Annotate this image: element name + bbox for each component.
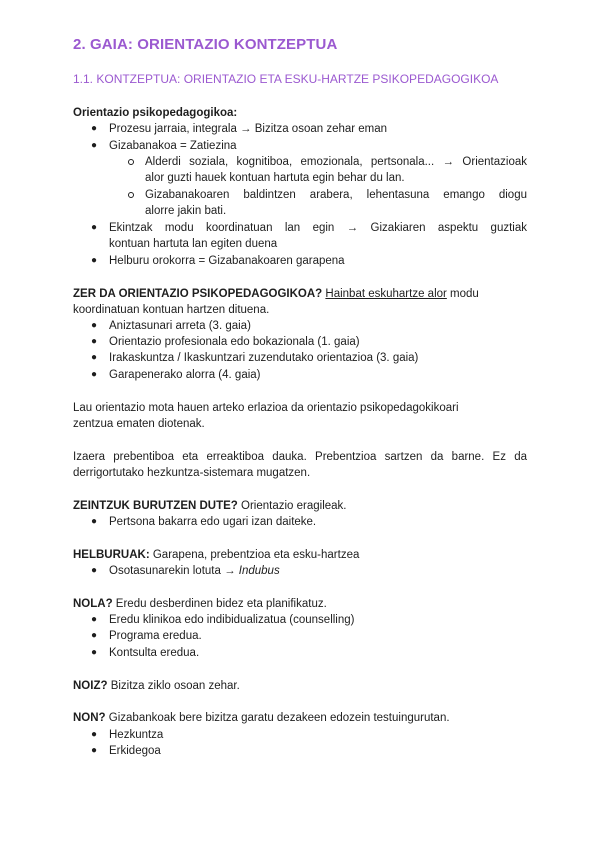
sub-list-item-line: Alderdi soziala, kognitiboa, emozionala, pertsonala... → Orientazioak <box>145 156 527 168</box>
where-label: NON? <box>73 712 106 724</box>
sub-list-item-line: alorre jakin bati. <box>145 205 227 217</box>
bullet-icon: ● <box>91 614 98 625</box>
goals-item-italic: Indubus <box>238 565 280 577</box>
list-item: Helburu orokorra = Gizabanakoaren garapena <box>109 255 345 267</box>
paragraph-line: zentzua ematen diotenak. <box>73 418 205 430</box>
goals-label: HELBURUAK: <box>73 549 150 561</box>
bullet-icon: ● <box>91 140 98 151</box>
bullet-icon: ● <box>91 630 98 641</box>
bullet-icon: ● <box>91 255 98 266</box>
list-item: Erkidegoa <box>109 745 161 757</box>
when-line <box>73 678 240 695</box>
paragraph-line: Izaera prebentiboa eta erreaktiboa dauka. Prebentzioa sartzen da barne. Ez da <box>73 451 527 463</box>
bullet-icon: ● <box>91 320 98 331</box>
definition-line-2: koordinatuan kontuan hartzen dituena. <box>73 304 270 316</box>
list-item <box>109 563 280 580</box>
how-text: Eredu desberdinen bidez eta planifikatuz. <box>112 598 327 610</box>
how-line <box>73 596 327 613</box>
who-label: ZEINTZUK BURUTZEN DUTE? <box>73 500 238 512</box>
list-item: Aniztasunari arreta (3. gaia) <box>109 320 251 332</box>
orientation-title: Orientazio psikopedagogikoa: <box>73 107 238 119</box>
bullet-icon: ● <box>91 123 98 134</box>
bullet-icon: ● <box>91 565 98 576</box>
list-item: Irakaskuntza / Ikaskuntzari zuzendutako orientazioa (3. gaia) <box>109 352 419 364</box>
underlined-phrase: Hainbat eskuhartze alor <box>325 288 447 300</box>
where-text: Gizabankoak bere bizitza garatu dezakeen edozein testuingurutan. <box>105 712 450 724</box>
list-item: Pertsona bakarra edo ugari izan daiteke. <box>109 516 317 528</box>
section-subtitle: 1.1. KONTZEPTUA: ORIENTAZIO ETA ESKU-HARTZE PSIKOPEDAGOGIKOA <box>73 72 499 86</box>
list-item-line: Ekintzak modu koordinatuan lan egin → Gizakiaren aspektu guztiak <box>109 222 527 234</box>
bullet-icon: ● <box>91 647 98 658</box>
list-item: Eredu klinikoa edo indibidualizatua (counselling) <box>109 614 355 626</box>
list-item: Prozesu jarraia, integrala → Bizitza osoan zehar eman <box>109 123 388 135</box>
where-line <box>73 710 450 727</box>
definition-question: ZER DA ORIENTAZIO PSIKOPEDAGOGIKOA? <box>73 288 323 300</box>
sub-bullet-icon <box>128 192 134 198</box>
list-item-line: kontuan hartuta lan egiten duena <box>109 238 278 250</box>
list-item: Hezkuntza <box>109 729 164 741</box>
when-label: NOIZ? <box>73 680 108 692</box>
bullet-icon: ● <box>91 369 98 380</box>
list-item: Orientazio profesionala edo bokazionala (1. gaia) <box>109 336 360 348</box>
goals-item-text: Osotasunarekin lotuta → <box>109 565 239 577</box>
list-item: Garapenerako alorra (4. gaia) <box>109 369 261 381</box>
when-text: Bizitza ziklo osoan zehar. <box>107 680 240 692</box>
bullet-icon: ● <box>91 352 98 363</box>
definition-rest: modu <box>446 288 479 300</box>
paragraph-line: derrigortutako hezkuntza-sistemara mugatzen. <box>73 467 311 479</box>
list-item: Programa eredua. <box>109 630 202 642</box>
bullet-icon: ● <box>91 745 98 756</box>
who-line <box>73 498 347 515</box>
goals-text: Garapena, prebentzioa eta esku-hartzea <box>149 549 360 561</box>
sub-list-item-line: alor guzti hauek kontuan hartuta egin behar du lan. <box>145 172 405 184</box>
list-item: Kontsulta eredua. <box>109 647 200 659</box>
sub-bullet-icon <box>128 159 134 165</box>
list-item: Gizabanakoa = Zatiezina <box>109 140 237 152</box>
bullet-icon: ● <box>91 336 98 347</box>
bullet-icon: ● <box>91 729 98 740</box>
bullet-icon: ● <box>91 516 98 527</box>
goals-line <box>73 547 359 564</box>
paragraph-line: Lau orientazio mota hauen arteko erlazioa da orientazio psikopedagokikoari <box>73 402 459 414</box>
who-text: Orientazio eragileak. <box>237 500 347 512</box>
how-label: NOLA? <box>73 598 113 610</box>
page-title: 2. GAIA: ORIENTAZIO KONTZEPTUA <box>73 36 338 53</box>
bullet-icon: ● <box>91 222 98 233</box>
sub-list-item-line: Gizabanakoaren baldintzen arabera, lehentasuna emango diogu <box>145 189 527 201</box>
definition-line <box>73 286 479 303</box>
